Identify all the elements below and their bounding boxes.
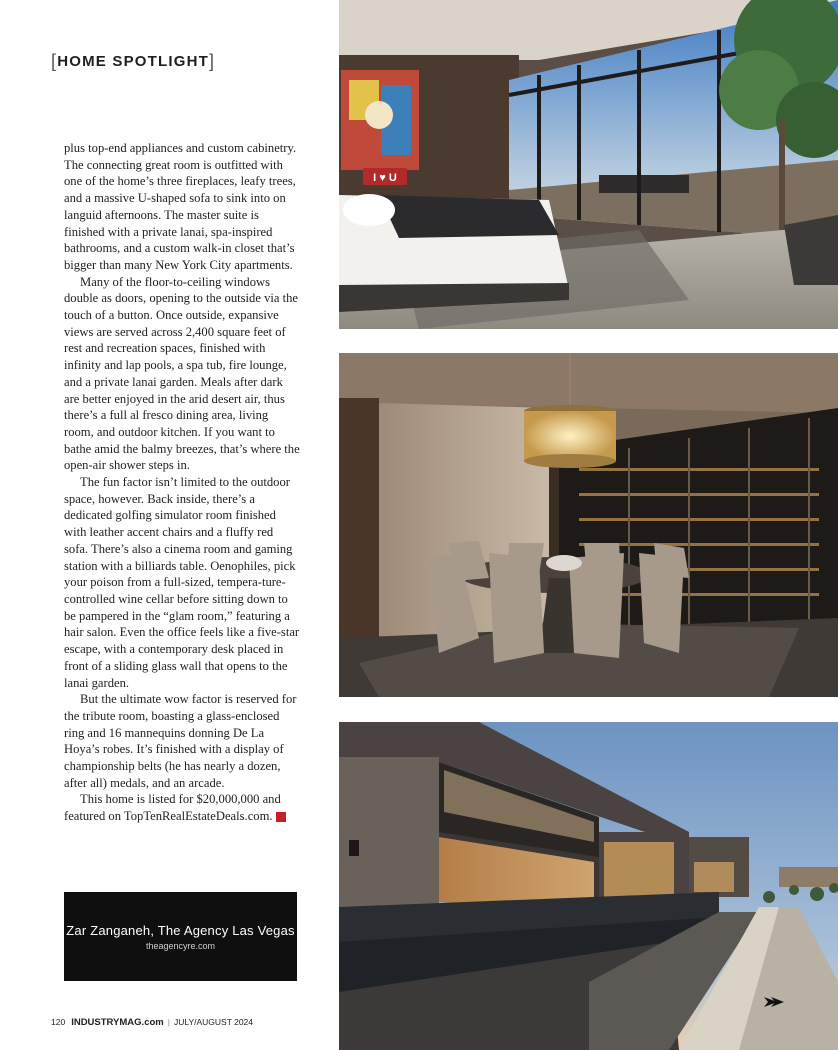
magazine-name: INDUSTRYMAG.com [71,1017,164,1028]
section-label-text: HOME SPOTLIGHT [57,53,210,70]
dining-room-photo [339,353,838,697]
article-paragraph: The fun factor isn’t limited to the outdoor space, however. Back inside, there’s a dedicated golfing simulator room finished with leather accent chairs and a fluffy red sofa. There’s also a cinema room and gaming station with a billiards table. Oenophiles, pick your poison from a full-sized, tempera-ture-controlled wine cellar before sitting down to be pampered in the “glam room,” featuring a hair salon. Even the office feels like a five-star escape, with a contemporary desk placed in front of a sliding glass wall that opens to the lanai garden. [64,475,300,690]
bracket-left: [ [51,51,58,71]
article-paragraph-text: This home is listed for $20,000,000 and featured on TopTenRealEstateDeals.com. [64,792,281,824]
footer-separator: | [167,1017,170,1027]
dining-room-photo-image [339,353,838,697]
page-number: 120 [51,1017,66,1027]
bracket-right: ] [209,51,216,71]
agent-url: theagencyre.com [145,941,216,951]
exterior-photo-image [339,722,838,1050]
article-body [64,140,300,825]
article-paragraph-last [64,791,300,824]
page-footer [51,1017,253,1028]
article-paragraph: But the ultimate wow factor is reserved for the tribute room, boasting a glass-enclosed ring and 16 mannequins donning De La Hoya’s robes. It’s finished with a display of championship belts (he has nearly a dozen, after all) medals, and an arcade. [64,692,297,790]
bedroom-photo [339,0,838,329]
bedroom-photo-image [339,0,838,329]
section-label [51,50,215,71]
bedroom-sign-text: I ♥ U [373,172,397,184]
article-paragraph: plus top-end appliances and custom cabinetry. The connecting great room is outfitted with one of the home’s three fireplaces, leafy trees, and a massive U-shaped sofa to sink into on languid afternoons. The master suite is finished with a private lanai, spa-inspired bathrooms, and a custom walk-in closet that’s bigger than many New York City apartments. [64,141,297,272]
agent-name: Zar Zanganeh, The Agency Las Vegas [66,923,295,938]
article-paragraph: Many of the floor-to-ceiling windows double as doors, opening to the outside via the touch of a button. Once outside, expansive views are served across 2,400 square feet of rest and recreation spaces, finished with infinity and lap pools, a spa tub, fire lounge, and a private lanai garden. Meals after dark are better enjoyed in the arid desert air, thus there’s a full al fresco dining area, living room, and outdoor kitchen. If you want to bathe amid the balmy breezes, that’s where the open-air shower steps in. [64,274,300,473]
exterior-photo [339,722,838,1050]
agent-credit-box [64,892,297,981]
issue-date: JULY/AUGUST 2024 [173,1017,254,1027]
end-mark-icon: I [276,812,286,822]
